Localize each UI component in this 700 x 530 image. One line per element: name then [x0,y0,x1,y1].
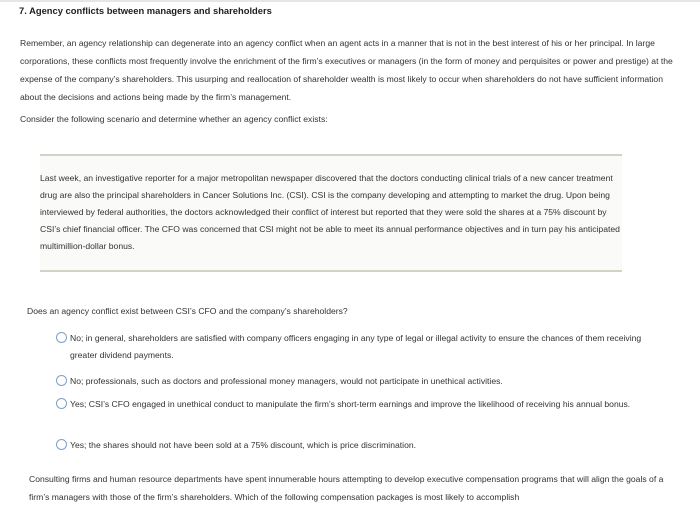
scenario-box [40,154,622,272]
intro-paragraph: Remember, an agency relationship can degenerate into an agency conflict when an agent acts in a manner that is not in the best interest of his or her principal. In large corporations, these conflicts most frequently involve the enrichment of the firm’s executives or managers (in the form of money and perquisites or power and prestige) at the expense of the company’s shareholders. This usurping and reallocation of shareholder wealth is most likely to occur when shareholders do not have sufficient information about the decisions and actions being made by the firm’s management. [20,38,673,102]
compensation-question-text: Consulting firms and human resource departments have spent innumerable hours attempting to develop executive compensation programs that will align the goals of a firm’s managers with those of the firm’s shareholders. Which of the following compensation packages is most likely to accomplish [29,474,664,502]
scenario-text: Last week, an investigative reporter for a major metropolitan newspaper discovered that the doctors conducting clinical trials of a new cancer treatment drug are also the principal shareholders in Cancer Solutions Inc. (CSI). CSI is the company developing and attempting to market the drug. Upon being interviewed by federal authorities, the doctors acknowledged their conflict of interest but reported that they were sold the shares at a 75% discount by CSI’s chief financial officer. The CFO was concerned that CSI might not be able to meet its annual performance objectives and in turn pay his anticipated multimillion-dollar bonus. [40,173,620,251]
radio-button[interactable] [56,332,67,343]
answer-option-label: Yes; CSI’s CFO engaged in unethical conduct to manipulate the firm’s short-term earnings and improve the likelihood of receiving his annual bonus. [70,399,631,409]
radio-button[interactable] [56,439,67,450]
radio-button[interactable] [56,398,67,409]
answer-option-label: No; professionals, such as doctors and professional money managers, would not participate in unethical activities. [70,376,503,386]
answer-option-label: No; in general, shareholders are satisfied with company officers engaging in any type of legal or illegal activity to ensure the chances of them receiving greater dividend payments. [70,333,642,360]
radio-button[interactable] [56,375,67,386]
answer-option-label: Yes; the shares should not have been sold at a 75% discount, which is price discrimination. [70,440,417,450]
consider-prompt: Consider the following scenario and determine whether an agency conflict exists: [20,114,328,124]
question-title: 7. Agency conflicts between managers and shareholders [19,5,272,16]
agency-conflict-question: Does an agency conflict exist between CSI’s CFO and the company’s shareholders? [27,306,348,316]
